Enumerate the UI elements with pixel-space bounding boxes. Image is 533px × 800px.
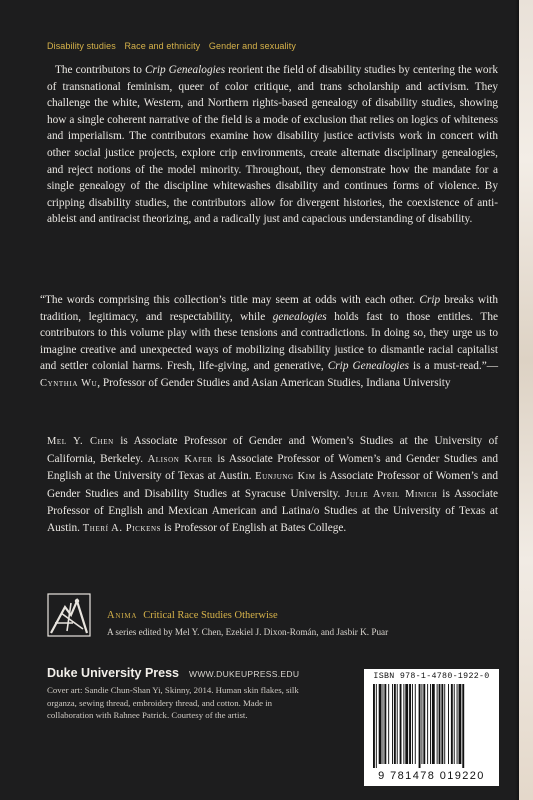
quote-text: holds fast to those entitles. The contributors to this volume play with these tensions and contradictions. In doing so, they urge us to imagine creative and unexpected ways of mobilizing disability justice to dismantle racial capitalist and settler colonial harms. Fresh, life-giving, and generative, bbox=[40, 310, 498, 373]
subject-category: Gender and sexuality bbox=[208, 41, 296, 51]
publisher-url: WWW.DUKEUPRESS.EDU bbox=[189, 669, 300, 679]
quote-italic: genealogies bbox=[272, 310, 327, 323]
editor-name: Eunjung Kim bbox=[255, 471, 316, 483]
series-name: Anima bbox=[107, 610, 138, 621]
quote-italic: Crip bbox=[419, 294, 441, 306]
subject-categories bbox=[47, 41, 302, 51]
anima-series-logo-icon bbox=[47, 593, 91, 637]
series-subtitle: Critical Race Studies Otherwise bbox=[143, 610, 278, 621]
cover-art-credit: Cover art: Sandie Chun-Shan Yi, Skinny, 2014. Human skin flakes, silk organza, sewing thread, embroidery thread, and cotton. Made in collaboration with Rahnee Patrick. Courtesy of the artist. bbox=[47, 685, 299, 721]
barcode-icon bbox=[371, 684, 492, 768]
editor-bio: is Associate Professor of Women’s and Gender Studies and English at the University of Texas at Austin. bbox=[47, 452, 499, 483]
description-text: The contributors to bbox=[55, 64, 145, 76]
editor-bios bbox=[47, 433, 498, 538]
quote-italic: Crip Genealogies bbox=[327, 360, 409, 373]
quote-text: is a must-read.”— bbox=[409, 360, 499, 373]
barcode-box bbox=[364, 669, 499, 786]
quote-affiliation: , Professor of Gender Studies and Asian American Studies, Indiana University bbox=[97, 376, 451, 389]
editor-name: Therí A. Pickens bbox=[82, 522, 162, 534]
editor-bio: is Associate Professor of Women’s and Gender Studies and Disability Studies at Syracuse University. bbox=[47, 470, 499, 500]
book-title-italic: Crip Genealogies bbox=[144, 64, 226, 76]
book-description bbox=[47, 62, 498, 228]
description-text: reorient the field of disability studies by centering the work of transnational feminism, queer of color critique, and trans scholarship and activism. They challenge the white, Western, and Northern rights-based genealogy of disability studies, showing how a single coherent narrative of the field is a mode of exclusion that relies on logics of whiteness and imperialism. The contributors examine how disability justice activists work in concert with other social justice projects, explore crip environments, create alternate disciplinary genealogies, and reject notions of the model minority. Throughout, they demonstrate how the mandate for a single genealogy of the discipline whitewashes disability and continues forms of violence. By cripping disability studies, the contributors allow for divergent histories, the coexistence of anti-ableist and antiracist theorizing, and a radically just and capacious understanding of disability. bbox=[47, 64, 498, 226]
page-edge bbox=[519, 0, 533, 800]
series-title bbox=[107, 610, 278, 621]
quote-author: Cynthia Wu bbox=[40, 377, 98, 389]
subject-category: Race and ethnicity bbox=[124, 41, 201, 51]
publisher-name: Duke University Press bbox=[47, 666, 180, 680]
barcode-digits: 9 781478 019220 bbox=[378, 770, 485, 782]
quote-text: breaks with tradition, legitimacy, and respectability, while bbox=[40, 294, 499, 323]
editor-name: Mel Y. Chen bbox=[47, 436, 114, 447]
series-editors: A series edited by Mel Y. Chen, Ezekiel J. Dixon-Román, and Jasbir K. Puar bbox=[107, 627, 389, 637]
publisher bbox=[47, 664, 299, 682]
editor-bio: is Professor of English at Bates College. bbox=[161, 521, 347, 534]
editor-bio: is Associate Professor of Gender and Women’s Studies at the University of California, Berkeley. bbox=[47, 435, 498, 465]
quote-text: “The words comprising this collection’s title may seem at odds with each other. bbox=[40, 294, 420, 306]
isbn-label: ISBN 978-1-4780-1922-0 bbox=[373, 672, 490, 681]
editor-bio: is Associate Professor of English and Mexican American and Latina/o Studies at the University of Texas at Austin. bbox=[47, 487, 498, 534]
editor-name: Alison Kafer bbox=[147, 453, 213, 465]
editor-name: Julie Avril Minich bbox=[345, 488, 438, 500]
subject-category: Disability studies bbox=[47, 41, 116, 51]
endorsement-quote bbox=[40, 292, 498, 393]
